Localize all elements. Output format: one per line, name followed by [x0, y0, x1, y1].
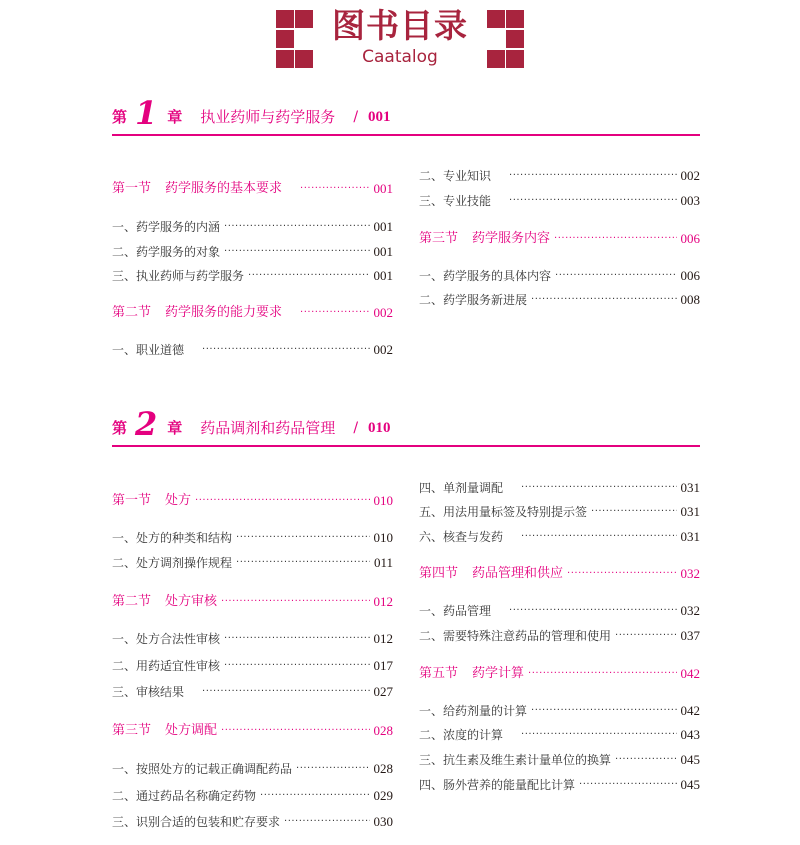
chapter-prefix: 第 — [112, 419, 128, 437]
toc-section[interactable]: 第三节 药学服务内容 ····· 006 — [419, 229, 700, 249]
toc-page: 031 — [680, 529, 700, 544]
toc-item[interactable]: 二、需要特殊注意药品的管理和使用 ····· 037 — [419, 626, 700, 646]
leader-dots — [221, 592, 369, 612]
chapter-title: 药品调剂和药品管理 — [200, 419, 336, 437]
chapter-suffix: 章 — [167, 108, 183, 126]
toc-item[interactable]: 四、肠外营养的能量配比计算 ····· 045 — [419, 775, 700, 795]
toc-item[interactable]: 一、处方合法性审核 ····· 012 — [112, 629, 393, 649]
toc-page: 001 — [373, 181, 393, 196]
chapter-divider — [112, 445, 700, 447]
chapter-slash: / — [353, 420, 359, 436]
toc-page: 042 — [680, 703, 700, 718]
catalog-header — [0, 0, 800, 80]
toc-page: 045 — [680, 777, 700, 792]
toc-page: 006 — [680, 231, 700, 246]
decor-square — [276, 30, 294, 48]
toc-item[interactable]: 二、药学服务的对象 ····· 001 — [112, 242, 393, 262]
leader-dots — [224, 629, 369, 649]
toc-section[interactable]: 第二节 药学服务的能力要求 ····· 002 — [112, 303, 393, 323]
toc-section[interactable]: 第二节 处方审核 ····· 012 — [112, 592, 393, 612]
leader-dots — [579, 775, 676, 795]
chapter-title: 执业药师与药学服务 — [200, 108, 336, 126]
chapter-page: 010 — [368, 420, 391, 436]
decor-square — [276, 10, 294, 28]
leader-dots — [300, 179, 369, 199]
leader-dots — [224, 217, 369, 237]
leader-dots — [528, 664, 676, 684]
leader-dots — [236, 553, 370, 573]
leader-dots — [615, 750, 676, 770]
leader-dots — [300, 303, 369, 323]
leader-dots — [567, 564, 676, 584]
chapter-number: 2 — [135, 405, 158, 443]
toc-item[interactable]: 二、通过药品名称确定药物 ····· 029 — [112, 786, 393, 806]
toc-page: 031 — [680, 480, 700, 495]
leader-dots — [248, 266, 369, 286]
chapter-divider — [112, 134, 700, 136]
toc-page: 029 — [373, 788, 393, 803]
toc-page: 001 — [373, 219, 393, 234]
leader-dots — [615, 626, 676, 646]
catalog-subtitle: Caatalog — [362, 47, 438, 67]
toc-item[interactable]: 一、药学服务的内涵 ····· 001 — [112, 217, 393, 237]
toc-page: 012 — [373, 631, 393, 646]
toc-page: 010 — [373, 493, 393, 508]
chapter-number: 1 — [135, 94, 158, 132]
leader-dots — [224, 656, 369, 676]
leader-dots — [224, 242, 369, 262]
leader-dots — [509, 191, 676, 211]
leader-dots — [236, 528, 369, 548]
toc-page: 012 — [373, 594, 393, 609]
leader-dots — [554, 229, 676, 249]
toc-section[interactable]: 第三节 处方调配 ····· 028 — [112, 721, 393, 741]
leader-dots — [296, 759, 369, 779]
toc-item[interactable]: 一、给药剂量的计算 ····· 042 — [419, 701, 700, 721]
toc-page: 027 — [373, 684, 393, 699]
toc-item[interactable]: 二、用药适宜性审核 ····· 017 — [112, 656, 393, 676]
toc-item[interactable]: 二、处方调剂操作规程 ····· 011 — [112, 553, 393, 573]
decor-square — [506, 10, 524, 28]
decor-square — [506, 30, 524, 48]
leader-dots — [202, 682, 369, 702]
leader-dots — [195, 491, 369, 511]
chapter-suffix: 章 — [167, 419, 183, 437]
toc-section[interactable]: 第五节 药学计算 ····· 042 — [419, 664, 700, 684]
decor-square — [295, 10, 313, 28]
leader-dots — [521, 725, 676, 745]
toc-item[interactable]: 一、按照处方的记载正确调配药品 ····· 028 — [112, 759, 393, 779]
toc-page: 032 — [680, 566, 700, 581]
toc-section[interactable]: 第一节 处方 ····· 010 — [112, 491, 393, 511]
toc-page: 045 — [680, 752, 700, 767]
chapter-slash: / — [353, 109, 359, 125]
toc-item[interactable]: 一、处方的种类和结构 ····· 010 — [112, 528, 393, 548]
toc-item[interactable]: 二、专业知识 ····· 002 — [419, 166, 700, 186]
toc-page: 028 — [373, 723, 393, 738]
decor-square — [295, 50, 313, 68]
toc-item[interactable]: 六、核查与发药 ····· 031 — [419, 527, 700, 547]
toc-item[interactable]: 一、药品管理 ····· 032 — [419, 601, 700, 621]
toc-item[interactable]: 三、审核结果 ····· 027 — [112, 682, 393, 702]
toc-page: 031 — [680, 504, 700, 519]
leader-dots — [284, 812, 369, 832]
toc-page: 002 — [680, 168, 700, 183]
toc-page: 002 — [373, 342, 393, 357]
leader-dots — [260, 786, 369, 806]
toc-item[interactable]: 二、浓度的计算 ····· 043 — [419, 725, 700, 745]
leader-dots — [555, 266, 676, 286]
toc-page: 030 — [373, 814, 393, 829]
chapter-prefix: 第 — [112, 108, 128, 126]
leader-dots — [591, 502, 676, 522]
chapter-1-heading[interactable] — [112, 96, 700, 136]
toc-section[interactable]: 第四节 药品管理和供应 ····· 032 — [419, 564, 700, 584]
toc-page: 006 — [680, 268, 700, 283]
decor-square — [276, 50, 294, 68]
chapter-2-heading[interactable] — [112, 407, 700, 447]
toc-page: 001 — [373, 268, 393, 283]
toc-section[interactable]: 第一节 药学服务的基本要求 ····· 001 — [112, 179, 393, 199]
leader-dots — [521, 527, 676, 547]
toc-page: 017 — [373, 658, 393, 673]
toc-page: 001 — [373, 244, 393, 259]
chapter-page: 001 — [368, 109, 391, 125]
leader-dots — [531, 290, 676, 310]
toc-item[interactable]: 三、抗生素及维生素计量单位的换算 ····· 045 — [419, 750, 700, 770]
toc-page: 011 — [373, 555, 393, 570]
leader-dots — [202, 340, 369, 360]
toc-page: 002 — [373, 305, 393, 320]
decor-square — [487, 50, 505, 68]
toc-item[interactable]: 一、职业道德 ····· 002 — [112, 340, 393, 360]
leader-dots — [221, 721, 369, 741]
leader-dots — [531, 701, 676, 721]
toc-item[interactable]: 二、药学服务新进展 ····· 008 — [419, 290, 700, 310]
leader-dots — [509, 601, 676, 621]
toc-page: 008 — [680, 292, 700, 307]
toc-page: 028 — [373, 761, 393, 776]
decor-square — [506, 50, 524, 68]
toc-page: 042 — [680, 666, 700, 681]
toc-page: 043 — [680, 727, 700, 742]
toc-item[interactable]: 四、单剂量调配 ····· 031 — [419, 478, 700, 498]
toc-item[interactable]: 三、专业技能 ····· 003 — [419, 191, 700, 211]
toc-page: 003 — [680, 193, 700, 208]
toc-item[interactable]: 三、识别合适的包装和贮存要求 ····· 030 — [112, 812, 393, 832]
leader-dots — [509, 166, 676, 186]
toc-item[interactable]: 一、药学服务的具体内容 ····· 006 — [419, 266, 700, 286]
toc-item[interactable]: 三、执业药师与药学服务 ····· 001 — [112, 266, 393, 286]
toc-page: 032 — [680, 603, 700, 618]
decor-square — [487, 10, 505, 28]
toc-page: 037 — [680, 628, 700, 643]
leader-dots — [521, 478, 676, 498]
toc-page: 010 — [373, 530, 393, 545]
toc-item[interactable]: 五、用法用量标签及特别提示签 ····· 031 — [419, 502, 700, 522]
catalog-title: 图书目录 — [332, 6, 468, 45]
